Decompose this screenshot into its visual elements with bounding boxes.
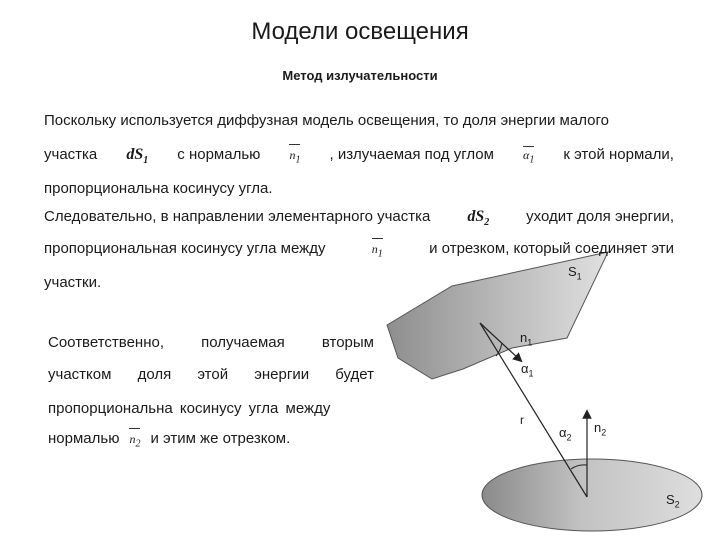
subscript: 1 <box>295 154 301 166</box>
para1-line2 <box>44 146 674 166</box>
subscript: 1 <box>528 368 534 379</box>
formula-n1 <box>289 146 300 165</box>
label-n1 <box>520 330 532 348</box>
symbol: S <box>666 492 675 507</box>
symbol: α <box>521 361 529 376</box>
para1-line3: пропорциональна косинусу угла. <box>44 180 273 197</box>
subscript: 1 <box>527 337 533 348</box>
text: участка <box>44 146 98 163</box>
subscript: 2 <box>601 427 607 438</box>
formula-n1 <box>372 240 383 259</box>
symbol: dS <box>467 208 485 225</box>
symbol: dS <box>126 146 144 163</box>
text: и этим же отрезком. <box>150 430 291 447</box>
subscript: 1 <box>529 154 535 166</box>
text: пропорциональная косинусу угла между <box>44 240 326 257</box>
symbol: n <box>371 242 378 256</box>
label-alpha1 <box>521 361 534 379</box>
word: этой <box>197 366 229 383</box>
word: будет <box>335 366 374 383</box>
text: нормалью <box>48 430 120 447</box>
symbol: S <box>568 264 577 279</box>
para1-line1 <box>44 112 674 129</box>
para3-line2 <box>48 366 374 383</box>
text: Поскольку используется диффузная модель освещения, то доля энергии малого <box>44 112 609 129</box>
word: энергии <box>254 366 310 383</box>
subscript: 1 <box>576 271 582 282</box>
word: получаемая <box>201 334 285 351</box>
para3-line3: пропорциональна косинусу угла между <box>48 400 331 417</box>
label-s1 <box>568 264 582 282</box>
text: , излучаемая под углом <box>329 146 494 163</box>
text: к этой нормали, <box>563 146 674 163</box>
label-alpha2 <box>559 425 572 443</box>
label-r: r <box>520 413 524 427</box>
text: с нормалью <box>177 146 261 163</box>
text: уходит доля энергии, <box>526 208 674 225</box>
page-subtitle: Метод излучательности <box>282 68 438 83</box>
word: участком <box>48 366 112 383</box>
para2-line1 <box>44 208 674 228</box>
subscript: 2 <box>484 217 490 229</box>
word: Соответственно, <box>48 334 164 351</box>
para2-line2 <box>44 240 674 259</box>
para3-line1 <box>48 334 374 351</box>
word: доля <box>137 366 172 383</box>
symbol: α <box>559 425 567 440</box>
symbol: α <box>523 148 530 162</box>
page-title: Модели освещения <box>251 18 469 45</box>
label-s2 <box>666 492 680 510</box>
subscript: 1 <box>143 155 149 167</box>
subscript: 2 <box>674 499 680 510</box>
word: вторым <box>321 334 374 351</box>
label-n2 <box>594 420 606 438</box>
formula-ds2 <box>467 208 489 228</box>
subscript: 2 <box>566 432 572 443</box>
symbol: n <box>289 148 296 162</box>
subscript: 1 <box>377 248 383 260</box>
text: и отрезком, который соединяет эти <box>429 240 674 257</box>
subscript: 2 <box>135 438 141 450</box>
formula-alpha1 <box>523 148 534 165</box>
para3-line4 <box>48 430 290 449</box>
formula-ds1 <box>126 146 148 166</box>
symbol: n <box>594 420 602 435</box>
symbol: n <box>520 330 528 345</box>
formula-n2 <box>129 430 140 449</box>
text: Следовательно, в направлении элементарного участка <box>44 208 431 225</box>
para2-line3: участки. <box>44 274 102 291</box>
symbol: n <box>129 432 136 446</box>
